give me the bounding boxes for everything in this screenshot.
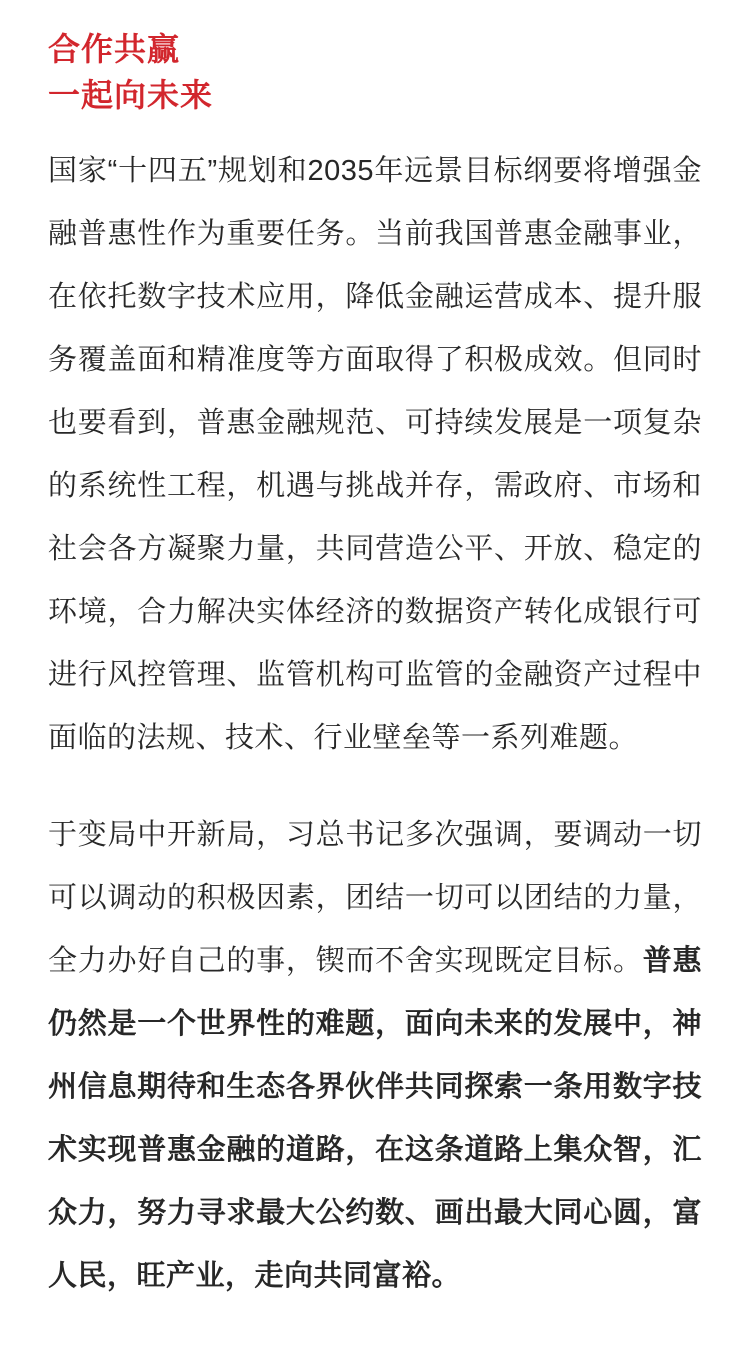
paragraph-future-outlook-bold-run: 普惠仍然是一个世界性的难题，面向未来的发展中，神州信息期待和生态各界伙伴共同探索一条用数字技术实现普惠金融的道路，在这条道路上集众智，汇众力，努力寻求最大公约数、画出最大同心圆，富人民，旺产业，走向共同富裕。 [48, 945, 702, 1292]
article-title-line-1: 合作共赢 [48, 31, 181, 67]
paragraph-future-outlook [48, 804, 702, 1308]
article-title-line-2: 一起向未来 [48, 77, 214, 113]
paragraph-policy-background: 国家“十四五”规划和2035年远景目标纲要将增强金融普惠性作为重要任务。当前我国普惠金融事业，在依托数字技术应用，降低金融运营成本、提升服务覆盖面和精准度等方面取得了积极成效。但同时也要看到，普惠金融规范、可持续发展是一项复杂的系统性工程，机遇与挑战并存，需政府、市场和社会各方凝聚力量，共同营造公平、开放、稳定的环境，合力解决实体经济的数据资产转化成银行可进行风控管理、监管机构可监管的金融资产过程中面临的法规、技术、行业壁垒等一系列难题。 [48, 155, 702, 754]
paragraph-future-outlook-normal-run: 于变局中开新局，习总书记多次强调，要调动一切可以调动的积极因素，团结一切可以团结的力量，全力办好自己的事，锲而不舍实现既定目标。 [48, 819, 702, 977]
article-title [48, 26, 702, 118]
